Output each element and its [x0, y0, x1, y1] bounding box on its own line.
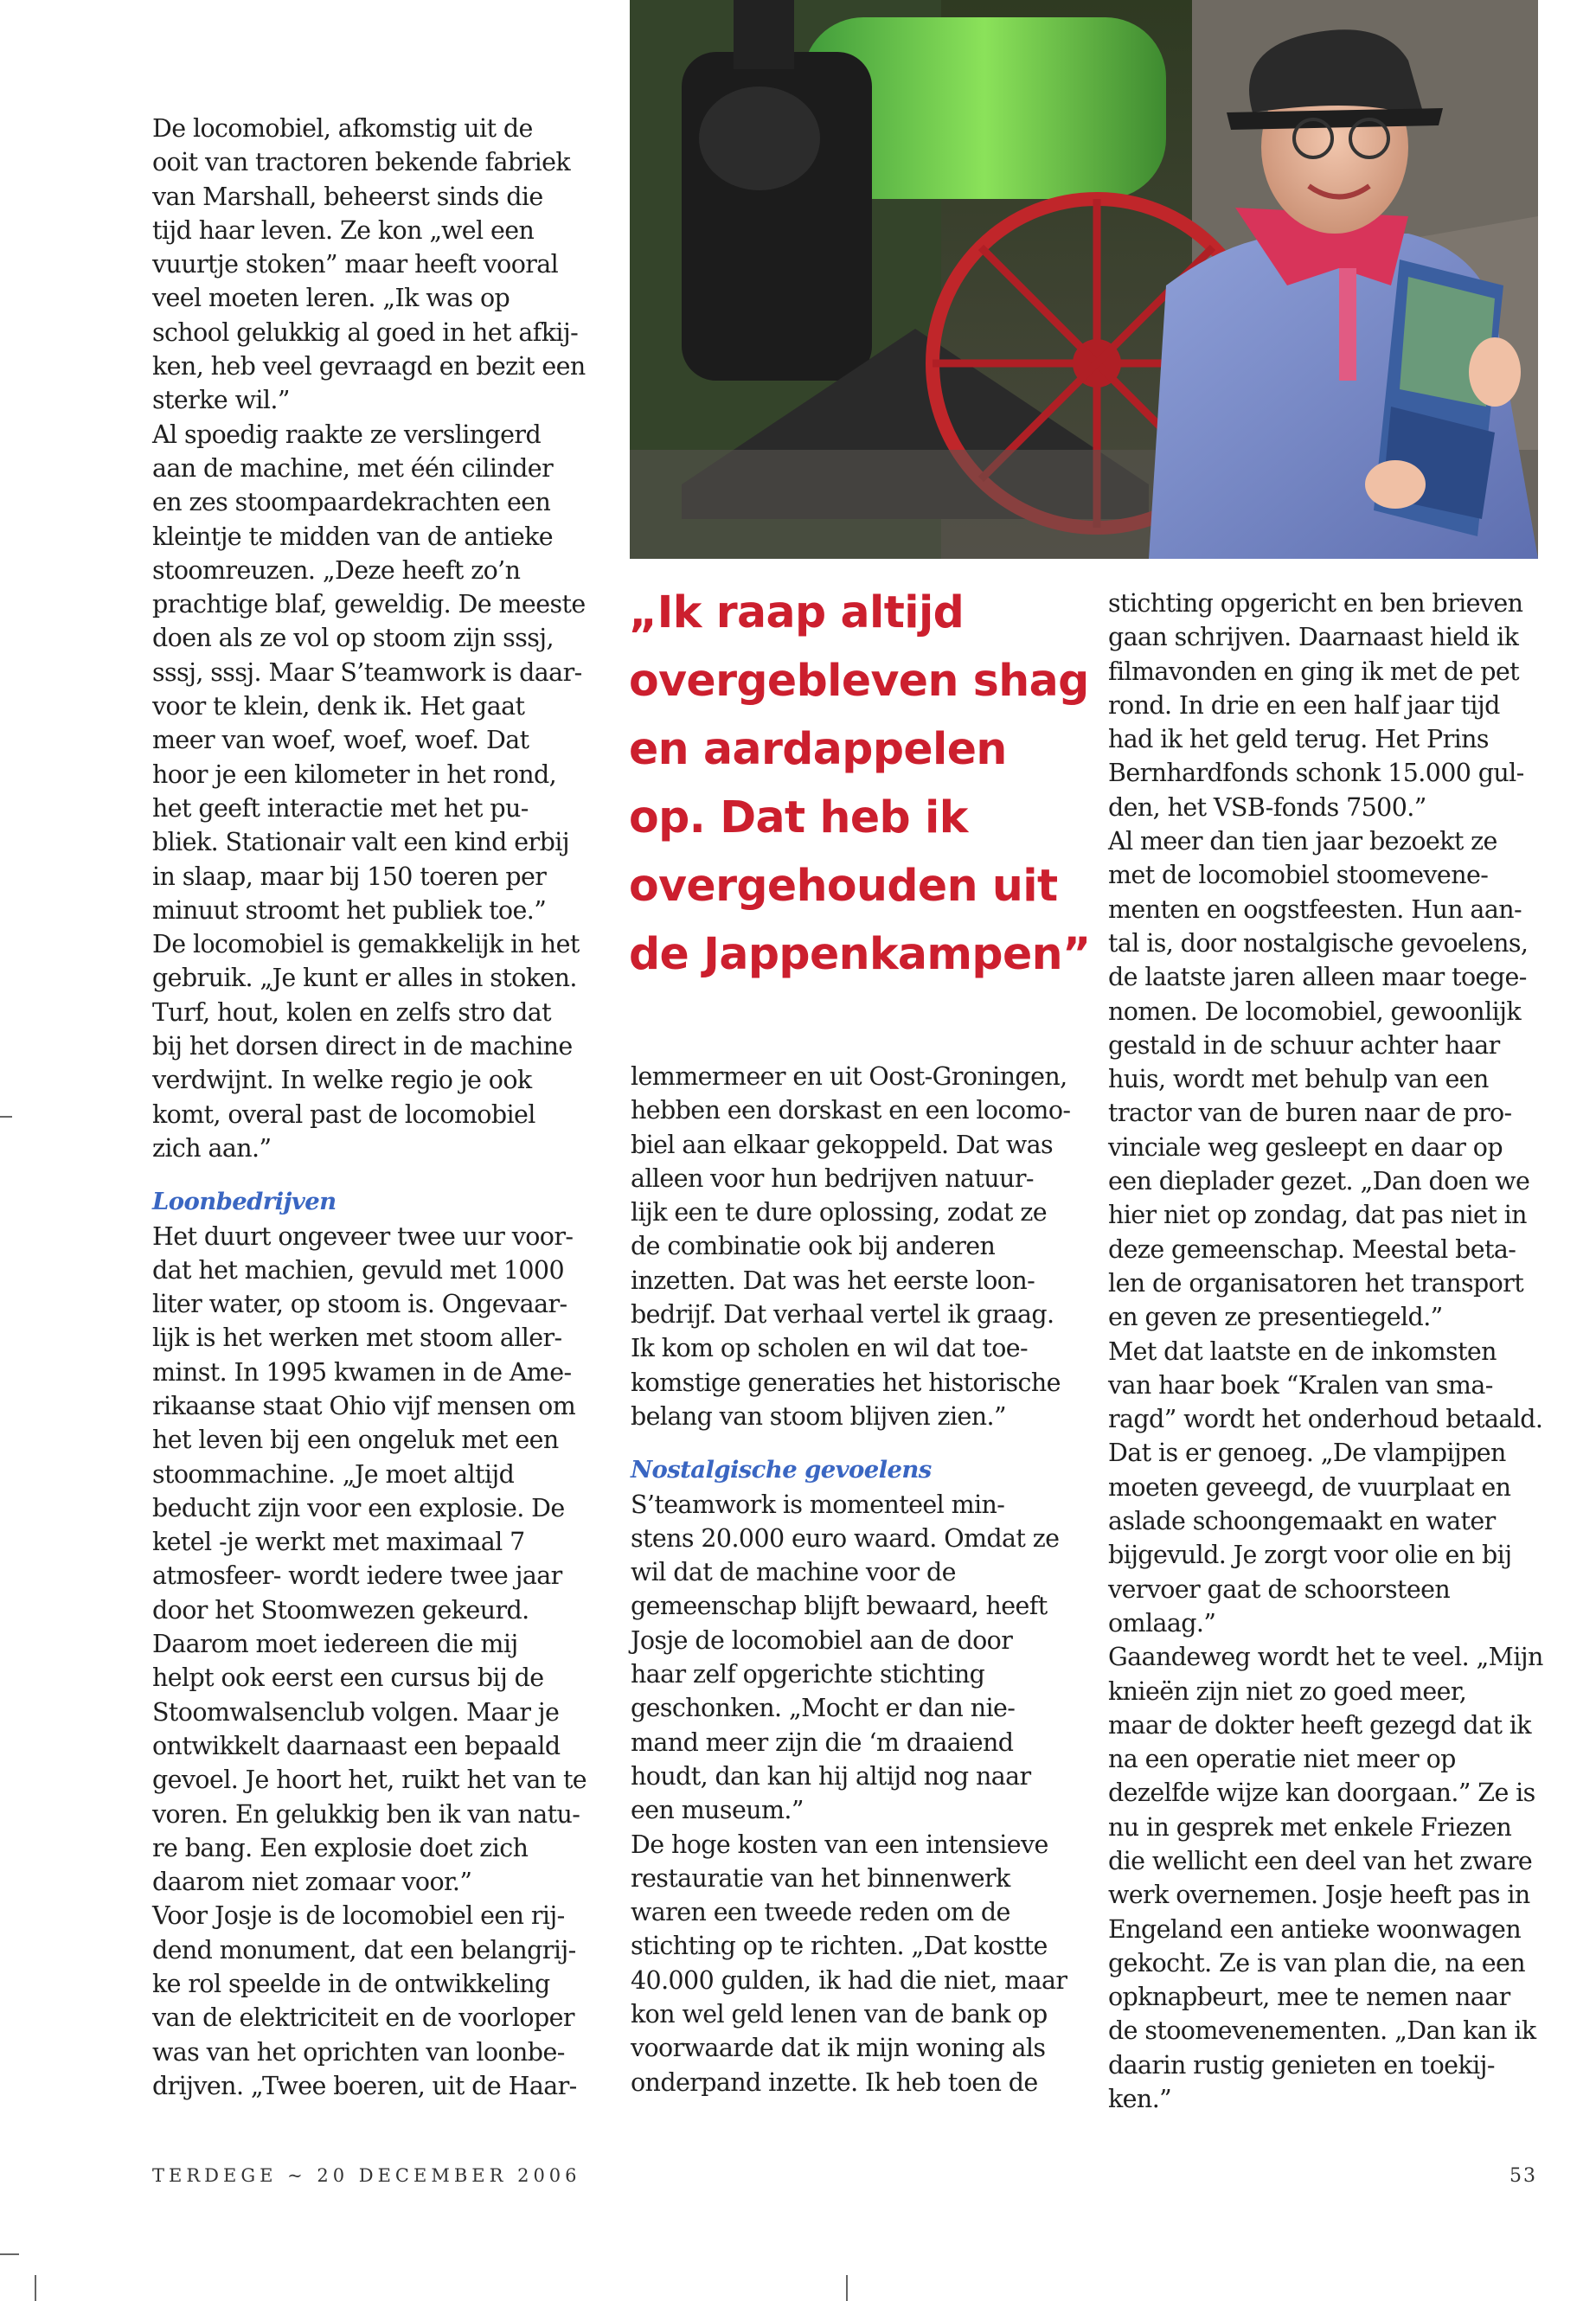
crop-mark [846, 2275, 848, 2301]
crop-mark [35, 2275, 36, 2301]
column-1-paragraph-5: Voor Josje is de locomobiel een rij- dend monument, dat een belangrij- ke rol speelde in de ontwikkeling van de elektriciteit en de voorloper was van het oprichten van loonbe- drijven. „Twee boeren, uit de Haar- [152, 1901, 577, 2100]
column-1-paragraph-2: Al spoedig raakte ze verslingerd aan de machine, met één cilinder en zes stoompaardekrachten een kleintje te midden van de antieke stoomreuzen. „Deze heeft zo’n prachtige blaf, geweldig. De meeste doen als ze vol op stoom zijn sssj, sssj, sssj. Maar S’teamwork is daar- voor te klein, denk ik. Het gaat meer van woef, woef, woef. Dat hoor je een kilometer in het rond, het geeft interactie met het pu- bliek. Stationair valt een kind erbij in slaap, maar bij 150 toeren per minuut stroomt het publiek toe.” [152, 420, 586, 925]
column-3-paragraph-3: Met dat laatste en de inkomsten van haar boek “Kralen van sma- ragd” wordt het onderhoud betaald. Dat is er genoeg. „De vlampijpen moeten geveegd, de vuurplaat en aslade schoongemaakt en water bijgevuld. Je zorgt voor olie en bij vervoer gaat de schoorsteen omlaag.” [1108, 1336, 1543, 1638]
column-2-paragraph-2: S’teamwork is momenteel min- stens 20.000 euro waard. Omdat ze wil dat de machine voor de gemeenschap blijft bewaard, heeft Josje de locomobiel aan de door haar zelf opgerichte stichting geschonken. „Mocht er dan nie- mand meer zijn die ‘m draaiend houdt, dan kan hij altijd nog naar een museum.” [631, 1490, 1060, 1825]
pull-quote: „Ik raap altijd overgebleven shag en aardappelen op. Dat heb ik overgehouden uit de Jappenkampen” [629, 586, 1091, 979]
article-photo [630, 0, 1538, 559]
column-2-paragraph-1: lemmermeer en uit Oost-Groningen, hebben een dorskast en een locomo- biel aan elkaar gekoppeld. Dat was alleen voor hun bedrijven natuur- lijk een te dure oplossing, zodat ze de combinatie ook bij anderen inzetten. Dat was het eerste loon- bedrijf. Dat verhaal vertel ik graag. Ik kom op scholen en wil dat toe- komstige generaties het historische belang van stoom blijven zien.” [631, 1062, 1071, 1431]
spacer [152, 1165, 602, 1184]
footer-publication: TERDEGE ~ 20 DECEMBER 2006 [152, 2165, 581, 2186]
crop-mark [0, 1116, 12, 1118]
subheading-nostalgische-gevoelens: Nostalgische gevoelens [631, 1456, 932, 1484]
column-3-paragraph-4: Gaandeweg wordt het te veel. „Mijn knieën zijn niet zo goed meer, maar de dokter heeft gezegd dat ik na een operatie niet meer op dezelfde wijze kan doorgaan.” Ze is nu in gesprek met enkele Friezen die wellicht een deel van het zware werk overnemen. Josje heeft pas in Engeland een antieke woonwagen gekocht. Ze is van plan die, na een opknapbeurt, mee te nemen naar de stoomevenementen. „Dan kan ik daarin rustig genieten en toekij- ken.” [1108, 1643, 1543, 2114]
column-1-paragraph-3: De locomobiel is gemakkelijk in het gebruik. „Je kunt er alles in stoken. Turf, hout, kolen en zelfs stro dat bij het dorsen direct in de machine verdwijnt. In welke regio je ook komt, overal past de locomobiel zich aan.” [152, 930, 580, 1163]
column-3-paragraph-1: stichting opgericht en ben brieven gaan schrijven. Daarnaast hield ik filmavonden en ging ik met de pet rond. In drie en een half jaar tijd had ik het geld terug. Het Prins Bernhardfonds schonk 15.000 gul- den, het VSB-fonds 7500.” [1108, 589, 1524, 822]
footer-page-number: 53 [1509, 2165, 1537, 2187]
subheading-loonbedrijven: Loonbedrijven [152, 1188, 337, 1216]
column-1 [152, 112, 602, 2103]
column-3 [1108, 586, 1558, 2116]
column-2-paragraph-3: De hoge kosten van een intensieve restauratie van het binnenwerk waren een tweede reden om de stichting op te richten. „Dat kostte 40.000 gulden, ik had die niet, maar kon wel geld lenen van de bank op voorwaarde dat ik mijn woning als onderpand inzette. Ik heb toen de [631, 1830, 1067, 2097]
spacer [631, 1433, 1089, 1452]
photo-illustration [630, 0, 1538, 559]
column-1-paragraph-1: De locomobiel, afkomstig uit de ooit van tractoren bekende fabriek van Marshall, beheerst sinds die tijd haar leven. Ze kon „wel een vuurtje stoken” maar heeft vooral veel moeten leren. „Ik was op school gelukkig al goed in het afkij- ken, heb veel gevraagd en bezit een sterke wil.” [152, 114, 586, 415]
column-1-paragraph-4: Het duurt ongeveer twee uur voor- dat het machien, gevuld met 1000 liter water, op stoom is. Ongevaar- lijk is het werken met stoom aller- minst. In 1995 kwamen in de Ame- rikaanse staat Ohio vijf mensen om het leven bij een ongeluk met een stoommachine. „Je moet altijd beducht zijn voor een explosie. De ketel -je werkt met maximaal 7 atmosfeer- wordt iedere twee jaar door het Stoomwezen gekeurd. Daarom moet iedereen die mij helpt ook eerst een cursus bij de Stoomwalsenclub volgen. Maar je ontwikkelt daarnaast een bepaald gevoel. Je hoort het, ruikt het van te voren. En gelukkig ben ik van natu- re bang. Een explosie doet zich daarom niet zomaar voor.” [152, 1221, 587, 1897]
crop-mark [0, 2253, 19, 2255]
column-2 [631, 1060, 1089, 2099]
column-3-paragraph-2: Al meer dan tien jaar bezoekt ze met de locomobiel stoomevene- menten en oogstfeesten. Hun aan- tal is, door nostalgische gevoelens, de laatste jaren alleen maar toege- nomen. De locomobiel, gewoonlijk gestald in de schuur achter haar huis, wordt met behulp van een tractor van de buren naar de pro- vinciale weg gesleept en daar op een dieplader gezet. „Dan doen we hier niet op zondag, dat pas niet in deze gemeenschap. Meestal beta- len de organisatoren het transport en geven ze presentiegeld.” [1108, 827, 1530, 1332]
